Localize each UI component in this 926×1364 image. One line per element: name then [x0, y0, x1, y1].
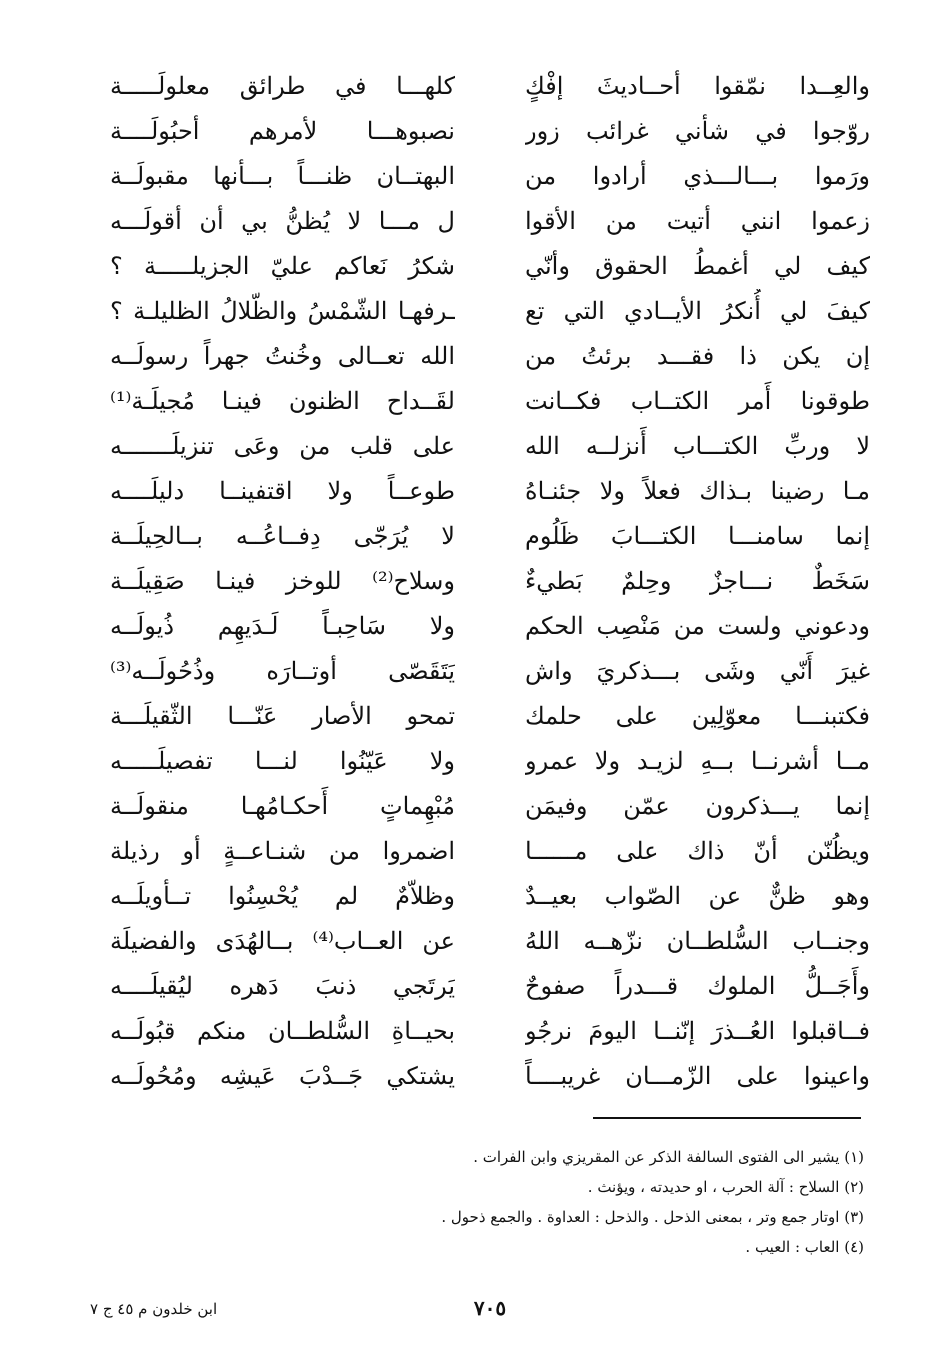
footnote: (٤) العاب : العيب . [745, 1238, 864, 1256]
verse-first-hemistich: واعينوا على الزّمـــان غريبــــاً [525, 1062, 870, 1090]
verse-second-hemistich: بحيــاةِ السُّلطــان منكم قبُولَــه [110, 1017, 455, 1045]
verse-line [110, 559, 870, 604]
verse-first-hemistich: فكتبنـــا معوّلِين على حلمك [525, 702, 870, 730]
verse-second-hemistich: على قلب من وعَى تنزيلَـــــــه [110, 432, 455, 460]
verse-line [110, 739, 870, 784]
running-footer: ابن خلدون م ٤٥ ج ٧ [90, 1300, 218, 1318]
verse-second-hemistich: كلهـــا في طرائق معلولَـــــة [110, 72, 455, 100]
verse-second-hemistich: البهتــان ظنـــاً بـــأنها مقبولَــة [110, 162, 455, 190]
verse-second-hemistich: نصبوهـــا لأمرهم أحبُولَــــة [110, 117, 455, 145]
poem-verses [110, 64, 870, 1099]
verse-line [110, 469, 870, 514]
verse-second-hemistich: يَرتَجي ذنبَ دَهره ليُقيلَــــه [110, 972, 455, 1000]
verse-line [110, 829, 870, 874]
verse-second-hemistich: مُبْهِماتٍ أَحكـامُهـا منقولَــة [110, 792, 455, 820]
verse-second-hemistich: الله تعــالى وخُنتُ جهراً رسولَــه [110, 342, 455, 370]
verse-first-hemistich: كيفَ لي أُنكرُ الأيــادي التي تع [525, 297, 870, 325]
verse-line [110, 649, 870, 694]
verse-second-hemistich: يشتكي جَــدْبَ عَيشِه ومُحُولَــه [110, 1062, 455, 1090]
verse-line [110, 1009, 870, 1054]
verse-second-hemistich: ولا عَيّنُوا لنـــا تفصيلَـــــه [110, 747, 455, 775]
footnote: (٣) اوتار جمع وتر ، بمعنى الذحل . والذحل : العداوة . والجمع ذحول . [441, 1208, 864, 1226]
verse-line [110, 109, 870, 154]
footnotes [104, 1142, 864, 1262]
verse-line [110, 919, 870, 964]
verse-second-hemistich: ـرفهـا الشّمْسُ والظّلالُ الظليلـة ؟ [110, 297, 455, 325]
verse-first-hemistich: غيرَ أَنّي وشَى بـــذكريَ واش [525, 657, 870, 685]
verse-line [110, 874, 870, 919]
verse-second-hemistich: لا يُرَجّى دِفــاعُــه بــالحِيلَــة [110, 522, 455, 550]
verse-line [110, 694, 870, 739]
verse-second-hemistich: ولا سَاحِبـاً لَـدَيهِم ذُيولَــه [110, 612, 455, 640]
verse-first-hemistich: إن يكن ذا فقـــد برئتُ من [525, 342, 870, 370]
verse-first-hemistich: وجنــاب السُّلطــان نزّهــه اللهُ [525, 927, 870, 955]
verse-line [110, 64, 870, 109]
verse-first-hemistich: إنما سامنـــا الكتـــابَ ظَلُوم [525, 522, 870, 550]
verse-line [110, 289, 870, 334]
verse-first-hemistich: كيف لي أغمطُ الحقوق وأنّي [525, 252, 870, 280]
footnote-separator [593, 1117, 861, 1119]
verse-second-hemistich: لقَــداح الظنون فينـا مُجيلَـة⁽¹⁾ [110, 387, 455, 415]
verse-second-hemistich: وسلاح⁽²⁾ للوخز فينـا صَقِيلَــة [110, 567, 455, 595]
page-number: ٧٠٥ [473, 1296, 507, 1320]
verse-first-hemistich: لا وربِّ الكتـــاب أَنزلــه الله [525, 432, 870, 460]
footnote: (٢) السلاح : آلة الحرب ، او حديدته ، ويؤنث . [587, 1178, 864, 1196]
verse-line [110, 334, 870, 379]
verse-line [110, 514, 870, 559]
verse-line [110, 604, 870, 649]
verse-first-hemistich: روّجوا في شأني غرائب زور [525, 117, 870, 145]
verse-first-hemistich: طوقونا أَمر الكتــاب فكــانت [525, 387, 870, 415]
verse-first-hemistich: سَخَطٌ نـــاجزٌ وحِلمٌ بَطيءٌ [525, 567, 870, 595]
verse-second-hemistich: تمحو الأصار عَنّـــا الثّقيلَـــة [110, 702, 455, 730]
verse-second-hemistich: يَتَقَصّى أوتــارَه وذُحُولَــه⁽³⁾ [110, 657, 455, 685]
verse-second-hemistich: وظلاّمٌ لم يُحْسِنُوا تــأويلَــه [110, 882, 455, 910]
verse-line [110, 379, 870, 424]
verse-line [110, 424, 870, 469]
verse-second-hemistich: ل مـــا لا يُظنُّ بي أن أقولَـــه [110, 207, 455, 235]
verse-first-hemistich: زعموا انني أتيت من الأقوا [525, 207, 870, 235]
verse-line [110, 244, 870, 289]
verse-line [110, 784, 870, 829]
verse-first-hemistich: ويظُنّن أنّ ذاك على مــــــا [525, 837, 870, 865]
verse-first-hemistich: ورَموا بـــالـــذي أرادوا من [525, 162, 870, 190]
verse-second-hemistich: اضمروا من شنـاعــةٍ أو رذيلة [110, 837, 455, 865]
verse-second-hemistich: عن العــاب⁽⁴⁾ بــالهُدَى والفضيلَة [110, 927, 455, 955]
verse-first-hemistich: وهو ظنٌّ عن الصّواب بعيــدٌ [525, 882, 870, 910]
verse-first-hemistich: وأَجَــلُّ الملوك قـــدراً صفوحٌ [525, 972, 870, 1000]
verse-second-hemistich: طوعــاً ولا اقتفينــا دليلَــــه [110, 477, 455, 505]
verse-first-hemistich: إنما يـــذكرون عمّن وفيمَن [525, 792, 870, 820]
verse-first-hemistich: مــا أشرنــا بــهِ لزيـد ولا عمرو [525, 747, 870, 775]
verse-line [110, 1054, 870, 1099]
verse-first-hemistich: والعِــدا نمّقوا أحــاديثَ إفْكٍ [525, 72, 870, 100]
verse-line [110, 964, 870, 1009]
footnote: (١) يشير الى الفتوى السالفة الذكر عن المقريزي وابن الفرات . [473, 1148, 864, 1166]
verse-line [110, 154, 870, 199]
verse-first-hemistich: مـا رضينا بـذاك فعلاً ولا جئنـاهُ [525, 477, 870, 505]
verse-first-hemistich: ودعوني ولست من مَنْصِب الحكم [525, 612, 870, 640]
verse-first-hemistich: فــاقبلوا العُــذرَ إنّنــا اليومَ نرجُو [525, 1017, 870, 1045]
verse-second-hemistich: شكرُ نَعاكم عليّ الجزيلـــــة ؟ [110, 252, 455, 280]
verse-line [110, 199, 870, 244]
